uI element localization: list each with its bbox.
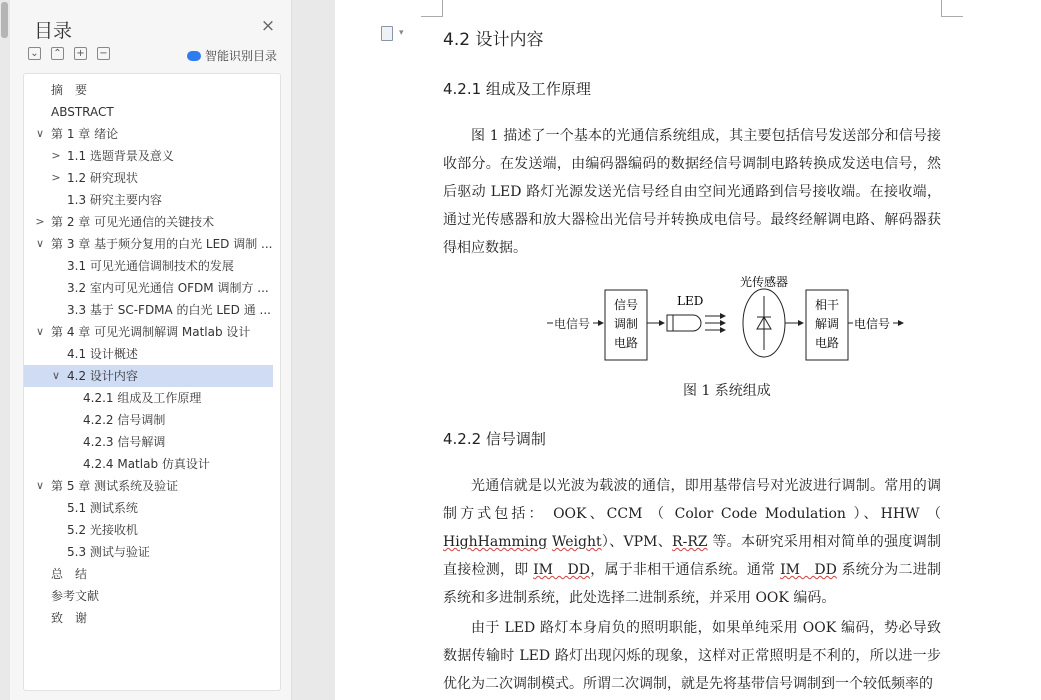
toc-item[interactable]: [24, 343, 280, 365]
toc-toolbar: [28, 47, 110, 60]
toc-item-label: 第 4 章 可见光调制解调 Matlab 设计: [51, 325, 251, 339]
toc-item-label: 4.2.4 Matlab 仿真设计: [83, 457, 210, 471]
toc-item-label: 摘 要: [51, 83, 88, 97]
spellcheck-word: HighHamming: [443, 534, 548, 550]
toc-item-label: 1.2 研究现状: [67, 171, 138, 185]
toc-item-label: 5.1 测试系统: [67, 501, 138, 515]
chevron-down-icon[interactable]: ∨: [35, 479, 45, 492]
toc-item[interactable]: [24, 607, 280, 629]
chevron-down-icon[interactable]: ∨: [35, 325, 45, 338]
toc-item-label: ABSTRACT: [51, 105, 114, 119]
toc-item-label: 1.3 研究主要内容: [67, 193, 162, 207]
toc-item-label: 第 2 章 可见光通信的关键技术: [51, 215, 215, 229]
toc-item[interactable]: [24, 409, 280, 431]
toc-list: [23, 73, 281, 691]
toc-item[interactable]: [24, 189, 280, 211]
chevron-down-icon[interactable]: ∨: [35, 237, 45, 250]
paragraph-1: 图 1 描述了一个基本的光通信系统组成，其主要包括信号发送部分和信号接收部分。在发送端，由编码器编码的数据经信号调制电路转换成发送电信号，然后驱动 LED 路灯光源发送光信号经自由空间光通路到信号接收端。在接收端，通过光传感器和放大器检出光信号并转换成电信号。最终经解调电路、解码器获得相应数据。: [443, 128, 941, 256]
toc-item[interactable]: [24, 299, 280, 321]
toc-item-label: 第 1 章 绪论: [51, 127, 119, 141]
toc-panel: [10, 0, 292, 700]
left-scrollbar[interactable]: [0, 0, 10, 700]
toc-item[interactable]: [24, 277, 280, 299]
chevron-right-icon[interactable]: >: [51, 149, 61, 162]
para2-text-f: 系统分为二进制系统和多进制系统，此处选择二进制系统，并采用 OOK 编码。: [443, 562, 942, 606]
toc-item[interactable]: [24, 321, 280, 343]
mod-box-line-2: 调制: [614, 317, 639, 331]
figure-caption: 图 1 系统组成: [683, 383, 771, 399]
toc-item[interactable]: [24, 497, 280, 519]
toc-item-label: 3.3 基于 SC-FDMA 的白光 LED 通 ...: [67, 303, 271, 317]
para2-text-a: 光通信就是以光波为载波的通信，即用基带信号对光波进行调制。常用的调制方式包括： OOK、CCM （ Color Code Modulation ）、HHW （: [443, 478, 941, 522]
chevron-down-icon[interactable]: ▾: [399, 28, 404, 38]
toc-item-label: 参考文献: [51, 589, 100, 603]
toc-item-label: 第 3 章 基于频分复用的白光 LED 调制 ...: [51, 237, 273, 251]
smart-detect-label: 智能识别目录: [205, 49, 278, 63]
toc-item[interactable]: [24, 453, 280, 475]
toc-item-label: 5.2 光接收机: [67, 523, 138, 537]
smart-detect-toc-button[interactable]: [187, 47, 277, 64]
toc-title: 目录: [34, 20, 73, 42]
toc-item[interactable]: [24, 79, 280, 101]
toc-item-label: 3.2 室内可见光通信 OFDM 调制方 ...: [67, 281, 269, 295]
paragraph-3: 由于 LED 路灯本身肩负的照明职能，如果单纯采用 OOK 编码，势必导致数据传输时 LED 路灯出现闪烁的现象，这样对正常照明是不利的，所以进一步优化为二次调制模式。所谓二次调制，就是先将基带信号调制到一个较低频率的: [443, 620, 941, 692]
collapse-all-icon[interactable]: ⌄: [28, 47, 41, 60]
toc-item[interactable]: [24, 233, 280, 255]
toc-item-label: 4.2.3 信号解调: [83, 435, 166, 449]
cloud-icon: [187, 51, 201, 61]
subsection-heading-4-2-2: 4.2.2 信号调制: [443, 430, 546, 448]
toc-item[interactable]: [24, 145, 280, 167]
mod-box-line-1: 信号: [614, 298, 639, 312]
paragraph-2: [443, 472, 941, 612]
toc-item-label: 4.2.1 组成及工作原理: [83, 391, 202, 405]
toc-item[interactable]: [24, 255, 280, 277]
page-corner-mark-right: [941, 0, 963, 17]
toc-item-label: 第 5 章 测试系统及验证: [51, 479, 179, 493]
system-diagram-svg: [535, 272, 927, 372]
input-signal-label: 电信号: [554, 317, 591, 331]
toc-item-label: 4.2 设计内容: [67, 369, 138, 383]
document-icon[interactable]: [381, 26, 393, 41]
toc-item-label: 5.3 测试与验证: [67, 545, 150, 559]
led-label: LED: [677, 294, 704, 308]
scrollbar-thumb[interactable]: [1, 2, 8, 38]
close-icon[interactable]: ×: [260, 16, 276, 36]
mod-box-line-3: 电路: [614, 336, 639, 350]
toc-item[interactable]: [24, 387, 280, 409]
demod-box-line-1: 相干: [815, 298, 840, 312]
para2-text-e: ，属于非相干通信系统。通常: [589, 562, 781, 578]
toc-item-label: 4.2.2 信号调制: [83, 413, 166, 427]
section-heading: 4.2 设计内容: [443, 30, 544, 50]
toc-item[interactable]: [24, 101, 280, 123]
led-body: [667, 315, 701, 331]
minus-icon[interactable]: −: [97, 47, 110, 60]
spellcheck-word: IM DD: [780, 562, 837, 578]
chevron-down-icon[interactable]: ∨: [35, 127, 45, 140]
para2-text-d: 等。本研究采用相对简单的强度调制直接检测，即: [443, 534, 941, 578]
document-page: [335, 0, 1041, 700]
toc-item[interactable]: [24, 167, 280, 189]
subsection-heading-4-2-1: 4.2.1 组成及工作原理: [443, 80, 591, 98]
toc-item[interactable]: [24, 585, 280, 607]
spellcheck-word: R-RZ: [672, 534, 708, 550]
toc-item-label: 1.1 选题背景及意义: [67, 149, 174, 163]
toc-item-label: 4.1 设计概述: [67, 347, 138, 361]
document-gutter: [293, 0, 335, 700]
toc-item[interactable]: [24, 431, 280, 453]
para2-text-c: ）、VPM、: [601, 534, 673, 550]
page-corner-mark-left: [421, 0, 443, 17]
spellcheck-word: IM DD: [533, 562, 590, 578]
system-diagram: [535, 272, 927, 372]
toc-item-label: 3.1 可见光通信调制技术的发展: [67, 259, 234, 273]
output-signal-label: 电信号: [854, 317, 891, 331]
plus-icon[interactable]: +: [74, 47, 87, 60]
chevron-down-icon[interactable]: ∨: [51, 369, 61, 382]
toc-item[interactable]: [24, 123, 280, 145]
toc-item-label: 致 谢: [51, 611, 88, 625]
sensor-label: 光传感器: [740, 275, 789, 289]
chevron-right-icon[interactable]: >: [51, 171, 61, 184]
toc-item[interactable]: [24, 475, 280, 497]
demod-box-line-2: 解调: [815, 317, 840, 331]
toc-item[interactable]: [24, 563, 280, 585]
toc-item[interactable]: [24, 541, 280, 563]
expand-up-icon[interactable]: ⌃: [51, 47, 64, 60]
toc-item[interactable]: [24, 365, 273, 387]
demod-box-line-3: 电路: [815, 336, 840, 350]
chevron-right-icon[interactable]: >: [35, 215, 45, 228]
toc-item[interactable]: [24, 519, 280, 541]
spellcheck-word: Weight: [552, 534, 602, 550]
toc-item-label: 总 结: [51, 567, 88, 581]
toc-item[interactable]: [24, 211, 280, 233]
